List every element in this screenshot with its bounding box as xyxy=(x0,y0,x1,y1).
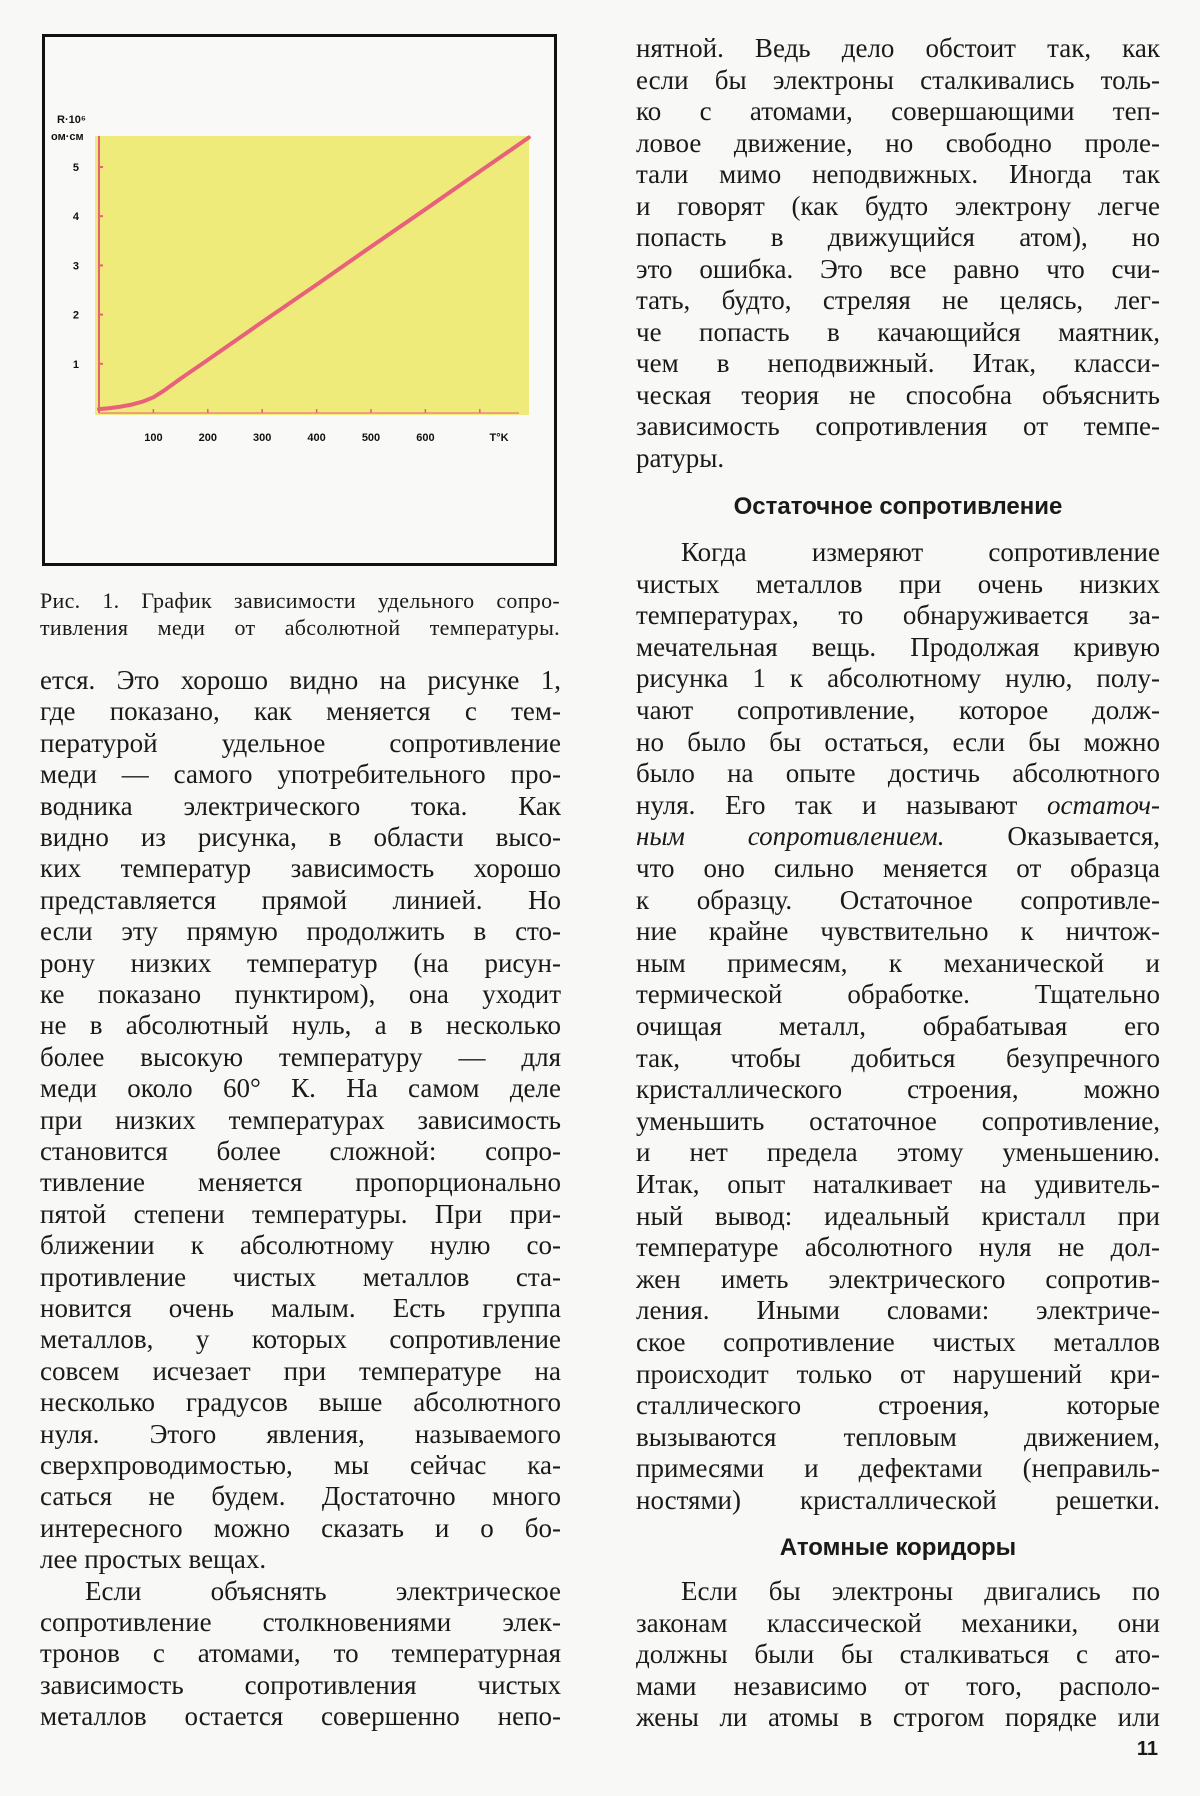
text-line: чают сопротивление, которое долж- xyxy=(636,695,1160,725)
text-line: пературой удельное сопротивление xyxy=(40,727,561,758)
text-line: если бы электроны сталкивались толь- xyxy=(636,64,1160,95)
section-heading: Остаточное сопротивление xyxy=(733,493,1063,520)
text-line: ным примесям, к механической и xyxy=(636,947,1160,978)
text-line: пятой степени температуры. При при- xyxy=(40,1198,561,1229)
text-line: саться не будем. Достаточно много xyxy=(40,1481,561,1512)
text-line: че попасть в качающийся маятник, xyxy=(636,316,1160,347)
text-line: уменьшить остаточное сопротивление, xyxy=(636,1105,1160,1136)
x-tick-label: 600 xyxy=(416,432,435,444)
y-axis-label: R·10⁶ xyxy=(57,114,86,126)
text-line: ке показано пунктиром), она уходит xyxy=(40,979,561,1009)
x-tick-label: 500 xyxy=(361,432,381,444)
text-line: должны были бы сталкиваться с ато- xyxy=(636,1639,1160,1670)
text-line: ние крайне чувствительно к ничтож- xyxy=(636,916,1160,947)
text-line: но было бы остаться, если бы можно xyxy=(636,726,1160,757)
text-line: так, чтобы добиться безупречного xyxy=(636,1042,1160,1073)
x-tick-label: 400 xyxy=(307,432,326,444)
x-tick-label: 100 xyxy=(144,432,163,444)
text-line: тали мимо неподвижных. Иногда так xyxy=(636,159,1160,189)
text-line: сопротивление столкновениями элек- xyxy=(40,1607,561,1637)
text-line xyxy=(636,789,1160,821)
text-line: где показано, как меняется с тем- xyxy=(40,696,561,727)
text-segment: нуля. Его так и называют xyxy=(636,789,1048,820)
text-line: жен иметь электрического сопротив- xyxy=(636,1263,1160,1294)
text-line: ный вывод: идеальный кристалл при xyxy=(636,1200,1160,1231)
italic-term: остаточ- xyxy=(1047,789,1160,820)
text-line: примесями и дефектами (неправиль- xyxy=(636,1453,1160,1484)
text-line: тивление меняется пропорционально xyxy=(40,1167,561,1198)
text-line: к образцу. Остаточное сопротивле- xyxy=(636,884,1160,915)
text-line: ближении к абсолютному нулю со- xyxy=(40,1230,561,1261)
y-axis-unit: ом·см xyxy=(51,131,84,143)
text-line: если эту прямую продолжить в сто- xyxy=(40,916,561,947)
text-line: рону низких температур (на рисун- xyxy=(40,947,561,978)
text-line: ческая теория не способна объяснить xyxy=(636,379,1160,410)
text-line: термической обработке. Тщательно xyxy=(636,979,1160,1010)
text-line: при низких температурах зависимость xyxy=(40,1104,561,1135)
text-line: несколько градусов выше абсолютного xyxy=(40,1387,561,1418)
text-line: ления. Иными словами: электриче- xyxy=(636,1295,1160,1326)
text-line: мечательная вещь. Продолжая кривую xyxy=(636,631,1160,662)
text-line: попасть в движущийся атом), но xyxy=(636,222,1160,252)
caption-line: тивления меди от абсолютной температуры. xyxy=(40,615,560,640)
text-line: интересного можно сказать и о бо- xyxy=(40,1512,561,1543)
text-line: ловое движение, но свободно проле- xyxy=(636,127,1160,158)
text-line: нуля. Этого явления, называемого xyxy=(40,1418,561,1449)
text-line: нятной. Ведь дело обстоит так, как xyxy=(636,33,1160,63)
text-line: лее простых вещах. xyxy=(40,1544,267,1575)
text-line: мами независимо от того, располо- xyxy=(636,1670,1160,1701)
y-tick-label: 5 xyxy=(72,162,79,174)
text-line: происходит только от нарушений кри- xyxy=(636,1358,1160,1389)
x-tick-label: 200 xyxy=(198,432,217,444)
text-segment: Оказывается, xyxy=(944,821,1161,852)
text-line: Итак, опыт наталкивает на удивитель- xyxy=(636,1169,1160,1199)
text-line: чем в неподвижный. Итак, класси- xyxy=(636,348,1160,378)
text-line: металлов остается совершенно непо- xyxy=(40,1701,561,1732)
text-line: сталлического строения, которые xyxy=(636,1390,1160,1421)
section-heading: Атомные коридоры xyxy=(779,1534,1017,1561)
text-line: температуре абсолютного нуля не дол- xyxy=(636,1232,1160,1263)
text-line: тать, будто, стреляя не целясь, лег- xyxy=(636,285,1160,315)
text-line: ко с атомами, совершающими теп- xyxy=(636,96,1160,126)
italic-term: ным сопротивлением. xyxy=(636,821,945,852)
text-line: очищая металл, обрабатывая его xyxy=(636,1011,1160,1041)
text-line: ется. Это хорошо видно на рисунке 1, xyxy=(40,665,561,695)
text-line: законам классической механики, они xyxy=(636,1607,1160,1638)
text-line: что оно сильно меняется от образца xyxy=(636,853,1160,883)
caption-line: Рис. 1. График зависимости удельного сопро- xyxy=(40,588,560,613)
x-tick-label: 300 xyxy=(253,432,272,444)
text-line: чистых металлов при очень низких xyxy=(636,568,1160,599)
text-line: температурах, то обнаруживается за- xyxy=(636,600,1160,631)
text-line: металлов, у которых сопротивление xyxy=(40,1324,561,1355)
text-line: тронов с атомами, то температурная xyxy=(40,1638,561,1669)
text-line: вызываются тепловым движением, xyxy=(636,1421,1160,1452)
text-line: зависимость сопротивления от темпе- xyxy=(636,411,1160,441)
text-line xyxy=(636,820,1160,852)
text-line: сверхпроводимостью, мы сейчас ка- xyxy=(40,1450,561,1480)
text-line: и нет предела этому уменьшению. xyxy=(636,1137,1160,1168)
text-line: зависимость сопротивления чистых xyxy=(40,1669,561,1700)
text-line: меди — самого употребительного про- xyxy=(40,759,561,790)
text-line: не в абсолютный нуль, а в несколько xyxy=(40,1010,561,1041)
text-line: противление чистых металлов ста- xyxy=(40,1261,561,1292)
text-line: это ошибка. Это все равно что счи- xyxy=(636,253,1160,284)
text-line: новится очень малым. Есть группа xyxy=(40,1293,561,1323)
text-line: более высокую температуру — для xyxy=(40,1041,561,1072)
text-line: жены ли атомы в строгом порядке или xyxy=(636,1702,1160,1733)
text-line: видно из рисунка, в области высо- xyxy=(40,822,561,852)
text-line: ностями) кристаллической решетки. xyxy=(636,1485,1160,1515)
text-line: ких температур зависимость хорошо xyxy=(40,853,561,884)
plot-area xyxy=(95,136,529,415)
text-line: рисунка 1 к абсолютному нулю, полу- xyxy=(636,663,1160,694)
text-line: ское сопротивление чистых металлов xyxy=(636,1327,1160,1357)
text-line: Когда измеряют сопротивление xyxy=(681,537,1160,567)
y-tick-label: 4 xyxy=(72,211,79,224)
text-line: представляется прямой линией. Но xyxy=(40,884,561,915)
text-line: меди около 60° К. На самом деле xyxy=(40,1073,561,1104)
page-number: 11 xyxy=(1136,1738,1158,1760)
text-line: Если объяснять электрическое xyxy=(85,1575,561,1606)
text-line: было на опыте достичь абсолютного xyxy=(636,758,1160,789)
y-tick-label: 1 xyxy=(72,358,79,371)
y-tick-label: 3 xyxy=(72,260,79,273)
text-line: совсем исчезает при температуре на xyxy=(40,1355,561,1386)
text-line: и говорят (как будто электрону легче xyxy=(636,190,1160,221)
text-line: Если бы электроны двигались по xyxy=(681,1576,1160,1606)
text-line: становится более сложной: сопро- xyxy=(40,1136,561,1166)
text-line: водника электрического тока. Как xyxy=(40,790,561,821)
text-line: ратуры. xyxy=(636,442,725,473)
text-line: кристаллического строения, можно xyxy=(636,1074,1160,1105)
y-tick-label: 2 xyxy=(72,309,79,322)
x-axis-label: T°K xyxy=(489,432,509,444)
